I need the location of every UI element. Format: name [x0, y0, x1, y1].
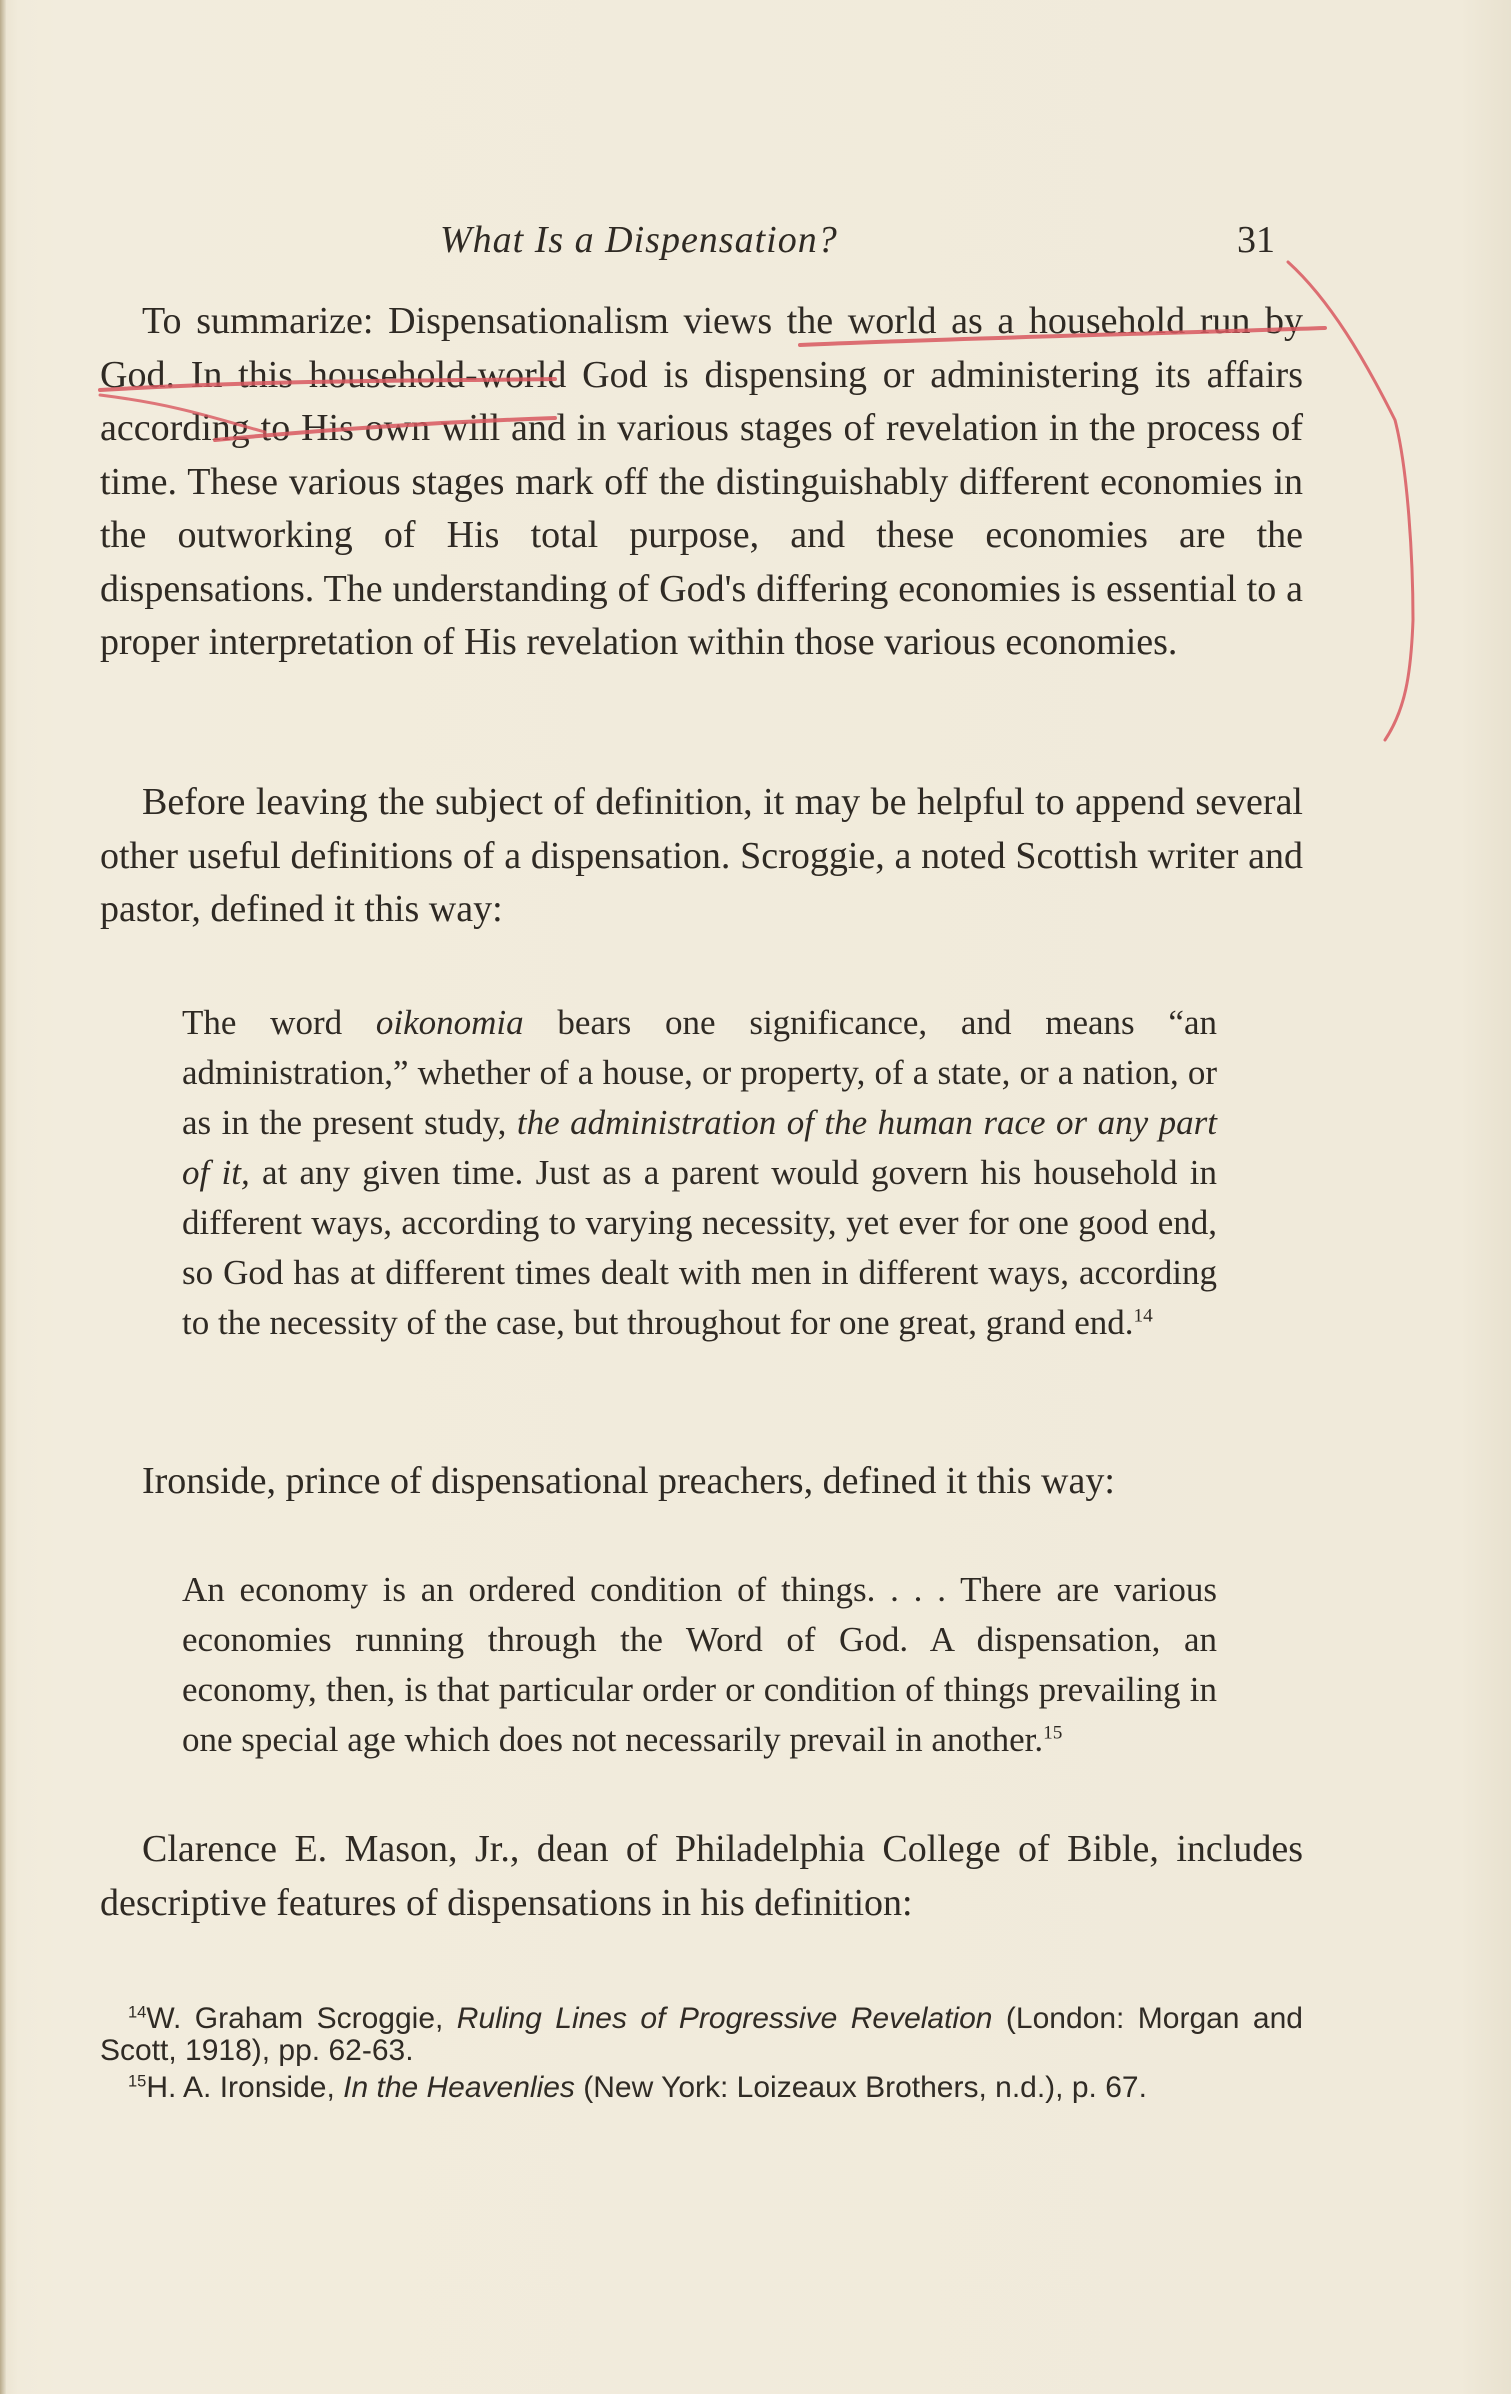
oikonomia-term: oikonomia [375, 1003, 524, 1042]
footnote-book-title: Ruling Lines of Progressive Revelation [456, 2002, 993, 2035]
footnote-reference: 15 [1043, 1722, 1063, 1744]
quote-emphasis: the administration of the human race or any part of it, [182, 1103, 1217, 1192]
margin-bracket [1288, 262, 1413, 740]
footnote-author: H. A. Ironside, [146, 2071, 344, 2104]
footnote-14 [100, 2003, 1303, 2067]
footnote-number: 15 [128, 2072, 147, 2091]
scroggie-quote [182, 998, 1217, 1348]
footnote-book-title: In the Heavenlies [343, 2071, 575, 2104]
quote-text-part: The word [182, 1003, 376, 1042]
footnote-15 [100, 2072, 1303, 2104]
ironside-quote [182, 1565, 1217, 1765]
footnote-publication: (London: Morgan and Scott, 1918), pp. 62-63. [100, 2002, 1303, 2067]
footnote-author: W. Graham Scroggie, [146, 2002, 457, 2035]
paragraph-summary: To summarize: Dispensationalism views the world as a household run by God. In this household-world God is dispensing or administering its affairs according to His own will and in various stages of revelation in the process of time. These various stages mark off the distinguishably different economies in the outworking of His total purpose, and these economies are the dispensations. The understanding of God's differing economies is essential to a proper interpretation of His revelation within those various economies. [100, 300, 1303, 663]
running-header [100, 218, 1300, 278]
quote-text: An economy is an ordered condition of things. . . . There are various economies running through the Word of God. A dispensation, an economy, then, is that particular order or condition of things prevailing in one special age which does not necessarily prevail in another. [182, 1570, 1217, 1759]
chapter-title: What Is a Dispensation? [440, 219, 838, 261]
page-number: 31 [1237, 219, 1275, 261]
book-spine-shadow [0, 0, 6, 2394]
quote-text-part: at any given time. Just as a parent would govern his household in different ways, according to varying necessity, yet ever for one good end, so God has at different times dealt with men in different ways, according to the necessity of the case, but throughout for one great, grand end. [182, 1153, 1217, 1342]
footnotes [100, 2003, 1303, 2109]
footnote-number: 14 [128, 2003, 147, 2022]
footnote-publication: (New York: Loizeaux Brothers, n.d.), p. 67. [574, 2071, 1147, 2104]
footnote-reference: 14 [1133, 1305, 1153, 1327]
paragraph-ironside-intro: Ironside, prince of dispensational preachers, defined it this way: [142, 1460, 1115, 1502]
quote-text-part: bears one significance, and means “an administration,” whether of a house, or property, of a state, or a nation, or as in the present study, [182, 1003, 1217, 1142]
paragraph-mason-intro: Clarence E. Mason, Jr., dean of Philadelphia College of Bible, includes descriptive features of dispensations in his definition: [100, 1828, 1303, 1924]
paragraph-definitions-intro: Before leaving the subject of definition, it may be helpful to append several other useful definitions of a dispensation. Scroggie, a noted Scottish writer and pastor, defined it this way: [100, 781, 1303, 930]
